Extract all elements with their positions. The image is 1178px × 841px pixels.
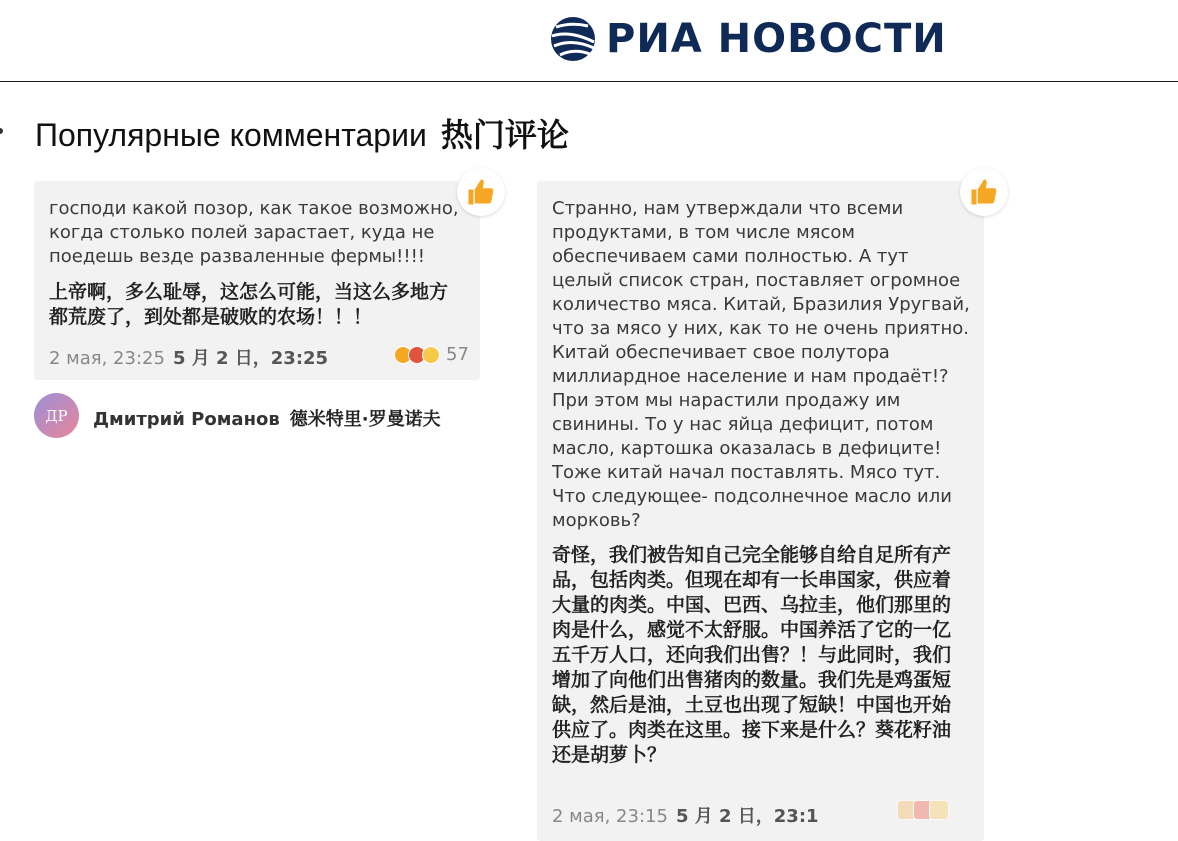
author-name-zh: 德米特里·罗曼诺夫 xyxy=(289,409,441,430)
reaction-count: 57 xyxy=(446,344,469,365)
site-header xyxy=(0,0,1178,82)
section-title xyxy=(35,110,569,156)
comment-date xyxy=(49,344,328,370)
date-zh: 5 月 2 日，23:25 xyxy=(172,348,329,369)
section-title-ru: Популярные комментарии xyxy=(35,117,427,153)
reactions[interactable] xyxy=(897,800,949,820)
author-name-ru: Дмитрий Романов xyxy=(93,409,280,430)
comment-text-zh: 上帝啊，多么耻辱，这怎么可能，当这么多地方都荒废了，到处都是破败的农场！！！ xyxy=(49,281,449,328)
avatar[interactable]: ДР xyxy=(34,393,79,438)
smile-reaction-icon xyxy=(422,346,440,364)
smile-reaction-icon xyxy=(929,800,949,820)
brand-text: РИА НОВОСТИ xyxy=(606,16,947,62)
date-zh: 5 月 2 日，23:1 xyxy=(675,806,819,827)
thumbs-up-icon xyxy=(466,177,496,207)
date-ru: 2 мая, 23:15 xyxy=(552,806,668,827)
author-name[interactable] xyxy=(93,405,441,431)
comment-date xyxy=(552,802,819,828)
date-ru: 2 мая, 23:25 xyxy=(49,348,165,369)
globe-logo-icon xyxy=(550,16,596,62)
ria-logo[interactable] xyxy=(550,14,947,64)
bullet-icon xyxy=(0,128,3,134)
section-title-zh: 热门评论 xyxy=(440,116,569,154)
thumbs-up-icon xyxy=(969,177,999,207)
reactions[interactable] xyxy=(394,344,469,365)
comment-text-ru: Странно, нам утверждали что всеми продуктами, в том числе мясом обеспечиваем сами полностью. А тут целый список стран, поставляет огромное количество мяса. Китай, Бразилия Уругвай, что за мясо у них, как то не очень приятно. Китай обеспечивает свое полутора миллиардное население и нам продаёт!? При этом мы нарастили продажу им свинины. То у нас яйца дефицит, потом масло, картошка оказалась в дефиците! Тоже китай начал поставлять. Мясо тут. Что следующее- подсолнечное масло или морковь? xyxy=(552,198,970,531)
comment-text-ru: господи какой позор, как такое возможно, когда столько полей зарастает, куда не поедешь везде разваленные фермы!!!! xyxy=(49,198,459,267)
comment-text-zh: 奇怪，我们被告知自己完全能够自给自足所有产品，包括肉类。但现在却有一长串国家，供应着大量的肉类。中国、巴西、乌拉圭，他们那里的肉是什么，感觉不太舒服。中国养活了它的一亿五千万人口，还向我们出售？！与此同时，我们增加了向他们出售猪肉的数量。我们先是鸡蛋短缺，然后是油，土豆也出现了短缺！中国也开始供应了。肉类在这里。接下来是什么？葵花籽油还是胡萝卜？ xyxy=(552,544,952,766)
